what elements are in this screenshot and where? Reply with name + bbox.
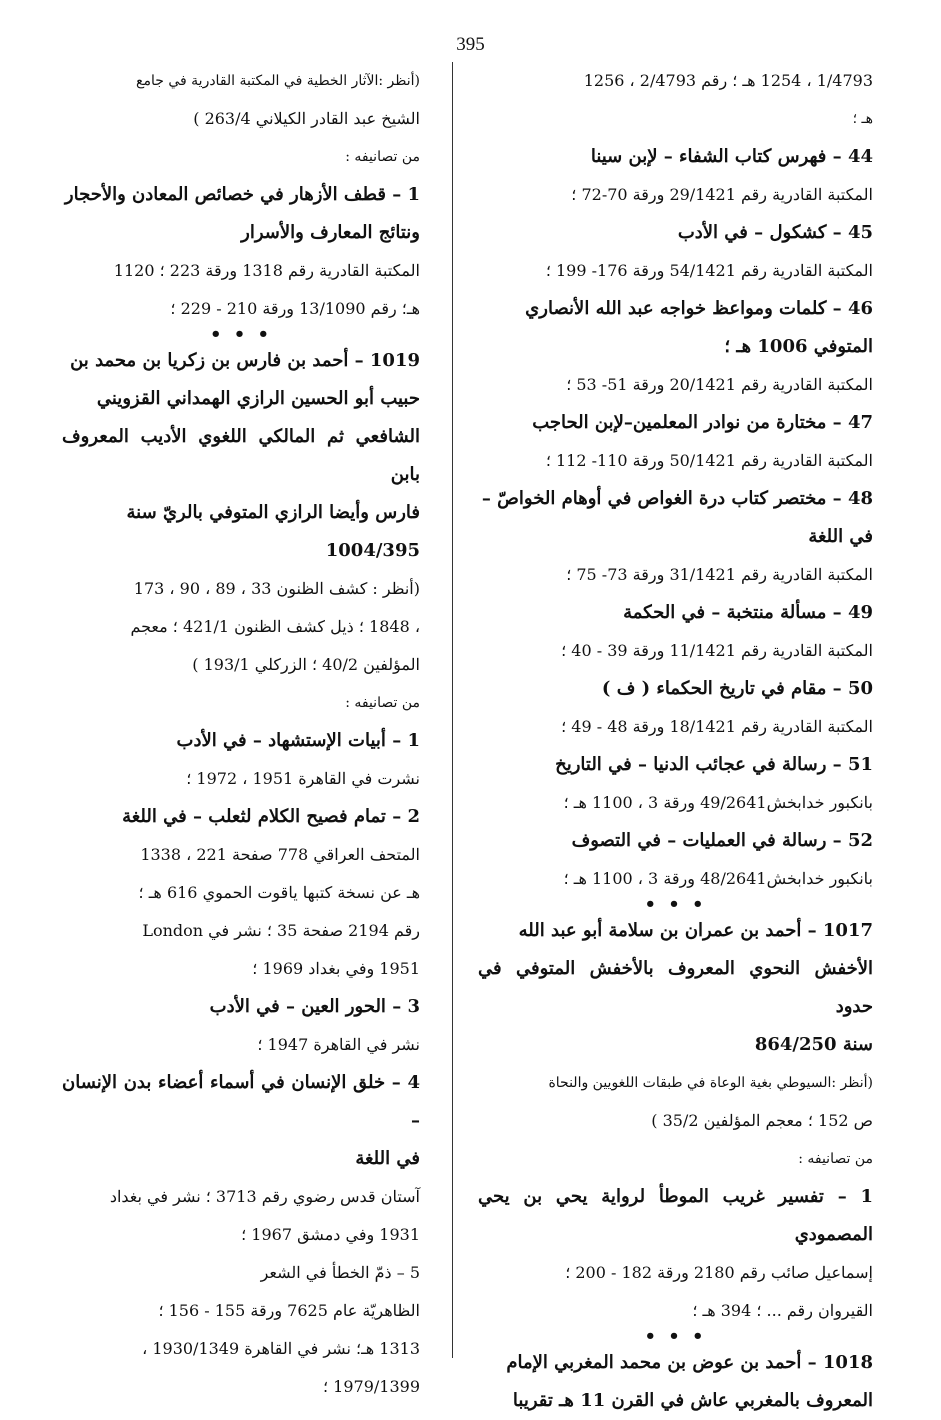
entry-heading-line: 47 – مختارة من نوادر المعلمين–لإبن الحاجب: [532, 412, 873, 433]
text-line: المكتبة القادرية رقم 18/1421 ورقة 48 - 49 ؛: [561, 717, 873, 736]
column-divider: [452, 62, 453, 1358]
left-column: [62, 62, 420, 1406]
text-line: نشر في القاهرة 1947 ؛: [257, 1035, 420, 1054]
text-line: المكتبة القادرية رقم 29/1421 ورقة 70-72 ؛: [571, 185, 873, 204]
text-line: المؤلفين 40/2 ؛ الزركلي 193/1 ): [192, 655, 420, 674]
entry-heading-line: 1 – تفسير غريب الموطأ لرواية يحي بن يحي المصمودي: [478, 1186, 873, 1245]
reference-note-line: من تصانيفه :: [345, 149, 420, 165]
entry-heading-line: حبيب أبو الحسين الرازي الهمداني القزويني: [96, 388, 420, 409]
entry-heading-line: 3 – الحور العين – في الأدب: [209, 996, 420, 1017]
reference-note-line: هـ ؛: [852, 111, 873, 127]
text-line: المكتبة القادرية رقم 31/1421 ورقة 73- 75 ؛: [566, 565, 873, 584]
text-line: هـ؛ رقم 13/1090 ورقة 210 - 229 ؛: [170, 299, 420, 318]
reference-note-line: (أنظر :السيوطي بغية الوعاة في طبقات اللغويين والنحاة: [548, 1075, 873, 1091]
entry-heading-line: 1004/395: [325, 540, 420, 561]
text-line: 1931 وفي دمشق 1967 ؛: [241, 1225, 420, 1244]
text-line: المكتبة القادرية رقم 50/1421 ورقة 110- 112 ؛: [545, 451, 873, 470]
text-line: ص 152 ؛ معجم المؤلفين 35/2 ): [651, 1111, 873, 1130]
entry-heading-line: 48 – مختصر كتاب درة الغواص في أوهام الخواصّ –: [481, 488, 873, 509]
entry-heading-line: المعروف بالمغربي عاش في القرن 11 هـ تقريبا: [512, 1390, 873, 1411]
reference-note-line: من تصانيفه :: [345, 695, 420, 711]
entry-heading-line: 1 – أبيات الإستشهاد – في الأدب: [176, 730, 420, 751]
text-line: القيروان رقم ... ؛ 394 هـ ؛: [692, 1301, 873, 1320]
reference-note-line: من تصانيفه :: [798, 1151, 873, 1167]
text-line: رقم 2194 صفحة 35 ؛ نشر في London: [142, 921, 420, 940]
entry-heading-line: 1017 – أحمد بن عمران بن سلامة أبو عبد الله: [518, 920, 873, 941]
entry-heading-line: 52 – رسالة في العمليات – في التصوف: [571, 830, 873, 851]
text-line: 5 – ذمّ الخطأ في الشعر: [260, 1263, 420, 1282]
entry-separator: • • •: [644, 894, 707, 915]
reference-note-line: (أنظر :الآثار الخطية في المكتبة القادرية في جامع: [136, 73, 420, 89]
entry-separator: • • •: [209, 324, 273, 345]
entry-heading-line: في اللغة: [808, 526, 873, 547]
entry-heading-line: المتوفي 1006 هـ ؛: [724, 336, 873, 357]
entry-heading-line: 1018 – أحمد بن عوض بن محمد المغربي الإمام: [506, 1352, 873, 1373]
text-line: الظاهريّة عام 7625 ورقة 155 - 156 ؛: [158, 1301, 420, 1320]
text-line: بانكبور خدابخش48/2641 ورقة 3 ، 1100 هـ ؛: [563, 869, 873, 888]
right-column: [478, 62, 873, 1420]
text-line: ، 1848 ؛ ذيل كشف الظنون 421/1 ؛ معجم: [130, 617, 420, 636]
entry-heading-line: سنة 864/250: [754, 1034, 873, 1055]
text-line: المكتبة القادرية رقم 20/1421 ورقة 51- 53 ؛: [566, 375, 873, 394]
text-line: (أنظر : كشف الظنون 33 ، 89 ، 90 ، 173: [133, 579, 420, 598]
text-line: 1313 هـ؛ نشر في القاهرة 1930/1349 ،: [142, 1339, 420, 1358]
text-line: 1979/1399 ؛: [323, 1377, 420, 1396]
text-line: 1951 وفي بغداد 1969 ؛: [252, 959, 420, 978]
entry-heading-line: 45 – كشكول – في الأدب: [677, 222, 873, 243]
entry-heading-line: 49 – مسألة منتخبة – في الحكمة: [623, 602, 873, 623]
entry-heading-line: 46 – كلمات ومواعظ خواجه عبد الله الأنصاري: [525, 298, 873, 319]
entry-separator: • • •: [644, 1326, 707, 1347]
text-line: المكتبة القادرية رقم 1318 ورقة 223 ؛ 1120: [113, 261, 420, 280]
text-line: هـ عن نسخة كتبها ياقوت الحموي 616 هـ ؛: [138, 883, 420, 902]
entry-heading-line: 50 – مقام في تاريخ الحكماء ( ف ): [601, 678, 873, 699]
entry-heading-line: الأخفش النحوي المعروف بالأخفش المتوفي في حدود: [478, 958, 873, 1017]
text-line: المكتبة القادرية رقم 11/1421 ورقة 39 - 40 ؛: [561, 641, 873, 660]
entry-heading-line: في اللغة: [355, 1148, 420, 1169]
entry-heading-line: 44 – فهرس كتاب الشفاء – لإبن سينا: [590, 146, 873, 167]
entry-heading-line: 1019 – أحمد بن فارس بن زكريا بن محمد بن: [70, 350, 420, 371]
entry-heading-line: ونتائج المعارف والأسرار: [241, 222, 420, 243]
entry-heading-line: الشافعي ثم المالكي اللغوي الأديب المعروف بابن: [62, 426, 420, 485]
text-line: 1/4793 ، 1254 هـ ؛ رقم 2/4793 ، 1256: [583, 71, 873, 90]
page-number: 395: [456, 34, 485, 55]
text-line: المكتبة القادرية رقم 54/1421 ورقة 176- 199 ؛: [545, 261, 873, 280]
entry-heading-line: 51 – رسالة في عجائب الدنيا – في التاريخ: [555, 754, 873, 775]
text-line: المتحف العراقي 778 صفحة 221 ، 1338: [140, 845, 420, 864]
text-line: إسماعيل صائب رقم 2180 ورقة 182 - 200 ؛: [565, 1263, 873, 1282]
text-line: بانكبور خدابخش49/2641 ورقة 3 ، 1100 هـ ؛: [563, 793, 873, 812]
text-line: الشيخ عبد القادر الكيلاني 263/4 ): [193, 109, 420, 128]
entry-heading-line: 1 – قطف الأزهار في خصائص المعادن والأحجار: [64, 184, 420, 205]
entry-heading-line: 4 – خلق الإنسان في أسماء أعضاء بدن الإنسان –: [62, 1072, 420, 1131]
entry-heading-line: 2 – تمام فصيح الكلام لثعلب – في اللغة: [122, 806, 420, 827]
entry-heading-line: فارس وأيضا الرازي المتوفي بالريّ سنة: [126, 502, 420, 523]
text-line: نشرت في القاهرة 1951 ، 1972 ؛: [186, 769, 420, 788]
text-line: آستان قدس رضوي رقم 3713 ؛ نشر في بغداد: [109, 1187, 420, 1206]
